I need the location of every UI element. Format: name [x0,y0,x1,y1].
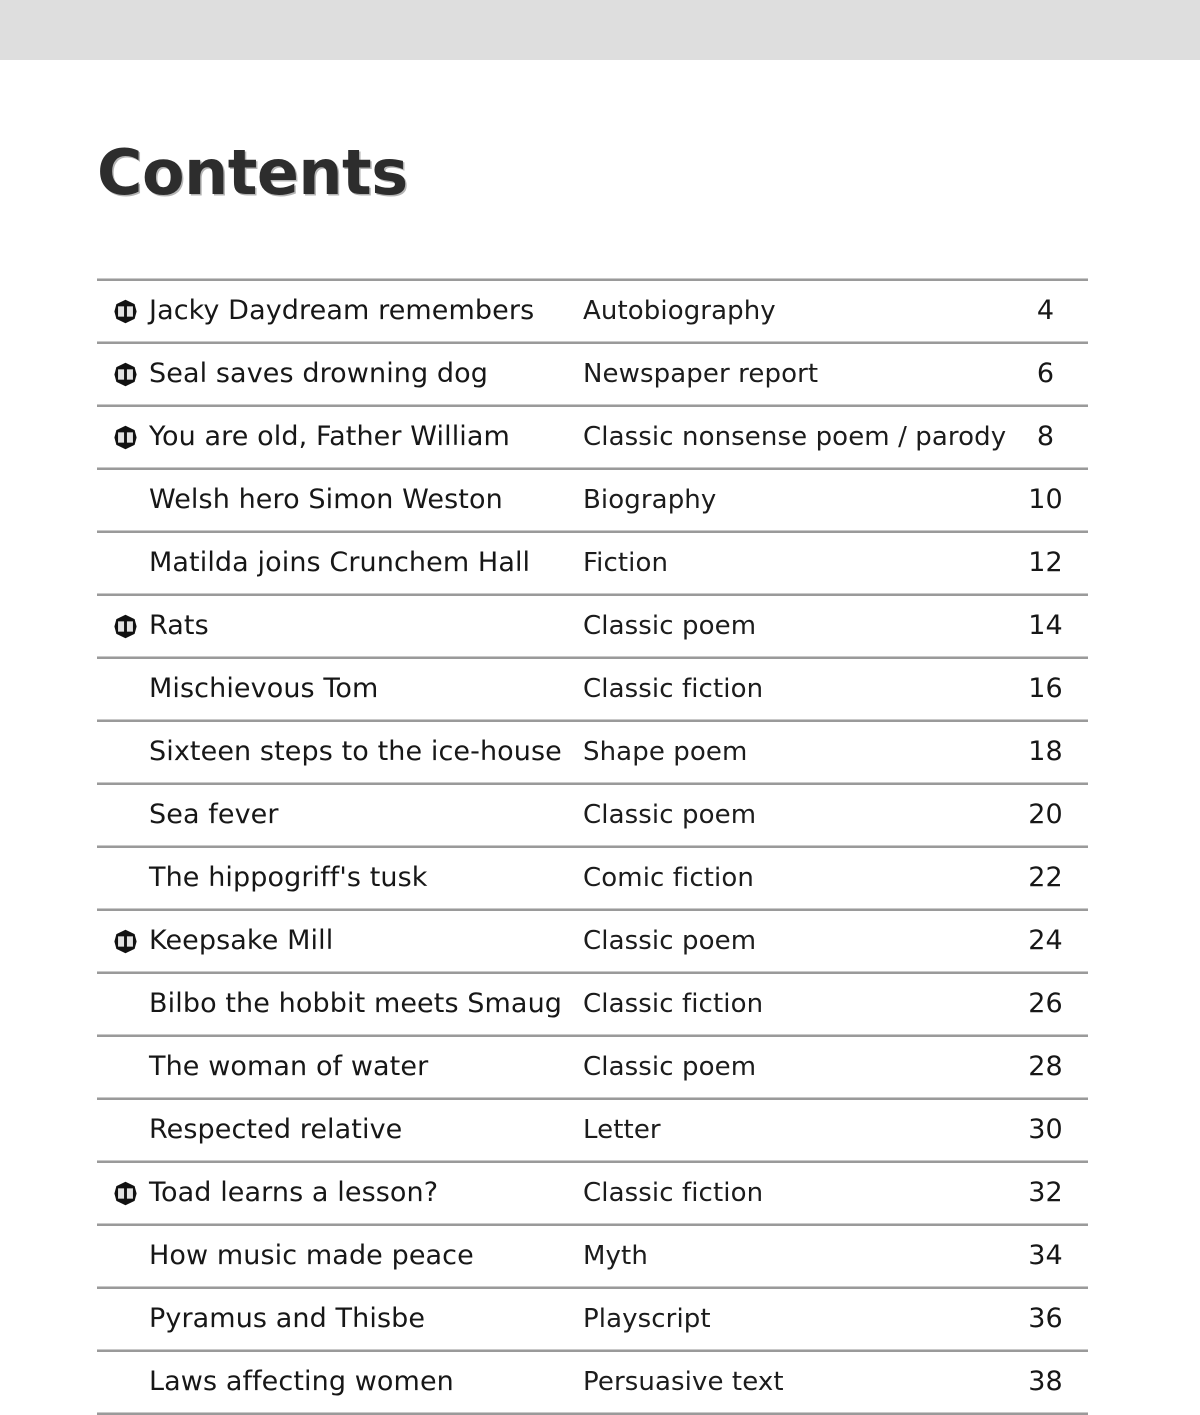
entry-title-cell [97,659,583,719]
entry-page-cell [1003,533,1088,593]
entry-title-cell [97,344,583,404]
entry-page-cell [1003,1163,1088,1223]
entry-type-cell [583,596,1003,656]
entry-page-number: 24 [1028,925,1063,956]
open-book-icon[interactable] [113,614,138,639]
entry-page-number: 26 [1028,988,1063,1019]
table-row[interactable] [97,911,1088,971]
entry-page-cell [1003,281,1088,341]
entry-page-cell [1003,911,1088,971]
entry-title-cell [97,1289,583,1349]
entry-type-cell [583,659,1003,719]
entry-type: Myth [583,1241,648,1271]
entry-page-number: 28 [1028,1051,1063,1082]
entry-title-cell [97,911,583,971]
entry-title: Keepsake Mill [149,925,334,956]
entry-type: Classic fiction [583,674,764,704]
table-row[interactable] [97,1352,1088,1412]
entry-type: Classic nonsense poem / parody [583,422,1007,452]
table-row[interactable] [97,1037,1088,1097]
entry-title: Pyramus and Thisbe [149,1303,426,1334]
entry-title: Sixteen steps to the ice-house [149,736,562,767]
table-row[interactable] [97,1100,1088,1160]
entry-page-cell [1003,1100,1088,1160]
entry-page-number: 14 [1028,610,1063,641]
entry-type: Classic fiction [583,1178,764,1208]
entry-type: Letter [583,1115,661,1145]
open-book-icon[interactable] [113,929,138,954]
entry-title-cell [97,1100,583,1160]
open-book-icon[interactable] [113,299,138,324]
entry-page-number: 30 [1028,1114,1063,1145]
entry-title: Sea fever [149,799,279,830]
entry-title: Welsh hero Simon Weston [149,484,503,515]
entry-title: Seal saves drowning dog [149,358,489,389]
table-row[interactable] [97,1163,1088,1223]
table-row[interactable] [97,1226,1088,1286]
entry-page-number: 16 [1028,673,1063,704]
entry-title-cell [97,1352,583,1412]
entry-type: Newspaper report [583,359,819,389]
open-book-icon[interactable] [113,425,138,450]
entry-title: Laws affecting women [149,1366,454,1397]
entry-page-cell [1003,848,1088,908]
entry-title: Respected relative [149,1114,403,1145]
entry-title-cell [97,974,583,1034]
entry-title: Toad learns a lesson? [149,1177,439,1208]
entry-title-cell [97,281,583,341]
entry-type: Classic fiction [583,989,764,1019]
entry-type: Biography [583,485,717,515]
entry-type-cell [583,911,1003,971]
table-row[interactable] [97,533,1088,593]
entry-type: Classic poem [583,926,757,956]
entry-page-number: 38 [1028,1366,1063,1397]
entry-page-cell [1003,1226,1088,1286]
page-title: Contents [97,136,408,209]
contents-page [0,60,1200,1397]
entry-title-cell [97,1163,583,1223]
entry-type: Shape poem [583,737,748,767]
entry-page-number: 34 [1028,1240,1063,1271]
entry-title-cell [97,722,583,782]
table-row[interactable] [97,659,1088,719]
table-row[interactable] [97,596,1088,656]
entry-page-number: 8 [1036,421,1055,452]
entry-page-number: 12 [1028,547,1063,578]
table-row[interactable] [97,470,1088,530]
entry-type-cell [583,785,1003,845]
entry-page-cell [1003,1352,1088,1412]
entry-page-cell [1003,1037,1088,1097]
entry-title: The hippogriff's tusk [149,862,428,893]
entry-type-cell [583,722,1003,782]
entry-title: The woman of water [149,1051,429,1082]
entry-type-cell [583,848,1003,908]
table-row[interactable] [97,974,1088,1034]
entry-type-cell [583,1289,1003,1349]
open-book-icon[interactable] [113,362,138,387]
entry-page-cell [1003,407,1088,467]
entry-type-cell [583,470,1003,530]
entry-title: You are old, Father William [149,421,510,452]
entry-title-cell [97,407,583,467]
entry-page-cell [1003,344,1088,404]
open-book-icon[interactable] [113,1181,138,1206]
entry-title: Matilda joins Crunchem Hall [149,547,531,578]
entry-page-cell [1003,722,1088,782]
entry-page-cell [1003,596,1088,656]
entry-page-cell [1003,470,1088,530]
entry-type: Comic fiction [583,863,754,893]
entry-title: Mischievous Tom [149,673,379,704]
entry-title: Rats [149,610,209,641]
entry-page-cell [1003,785,1088,845]
entry-title-cell [97,1226,583,1286]
entry-page-number: 20 [1028,799,1063,830]
entry-title-cell [97,596,583,656]
entry-page-number: 6 [1036,358,1055,389]
entry-type-cell [583,1163,1003,1223]
entry-title-cell [97,470,583,530]
entry-page-cell [1003,974,1088,1034]
entry-page-number: 4 [1036,295,1055,326]
entry-page-number: 18 [1028,736,1063,767]
entry-type: Classic poem [583,1052,757,1082]
entry-title-cell [97,1037,583,1097]
table-row[interactable] [97,785,1088,845]
entry-page-cell [1003,1289,1088,1349]
entry-page-number: 36 [1028,1303,1063,1334]
entry-title-cell [97,848,583,908]
table-row[interactable] [97,344,1088,404]
entry-type: Playscript [583,1304,711,1334]
top-gray-band [0,0,1200,60]
entry-type-cell [583,1226,1003,1286]
entry-type-cell [583,1037,1003,1097]
table-row[interactable] [97,281,1088,341]
entry-type-cell [583,281,1003,341]
entry-type-cell [583,344,1003,404]
entry-title: How music made peace [149,1240,474,1271]
contents-table [97,278,1088,1415]
entry-type: Classic poem [583,611,757,641]
entry-type-cell [583,974,1003,1034]
entry-type: Persuasive text [583,1367,784,1397]
entry-title-cell [97,533,583,593]
table-row[interactable] [97,722,1088,782]
entry-title: Jacky Daydream remembers [149,295,535,326]
entry-type-cell [583,533,1003,593]
entry-title-cell [97,785,583,845]
entry-type-cell [583,1352,1003,1412]
entry-type-cell [583,407,1007,467]
entry-page-number: 32 [1028,1177,1063,1208]
entry-page-number: 22 [1028,862,1063,893]
table-row[interactable] [97,407,1088,467]
entry-page-number: 10 [1028,484,1063,515]
table-row[interactable] [97,1289,1088,1349]
entry-type: Fiction [583,548,669,578]
entry-page-cell [1003,659,1088,719]
entry-title: Bilbo the hobbit meets Smaug [149,988,563,1019]
entry-type: Autobiography [583,296,776,326]
table-row[interactable] [97,848,1088,908]
entry-type: Classic poem [583,800,757,830]
entry-type-cell [583,1100,1003,1160]
